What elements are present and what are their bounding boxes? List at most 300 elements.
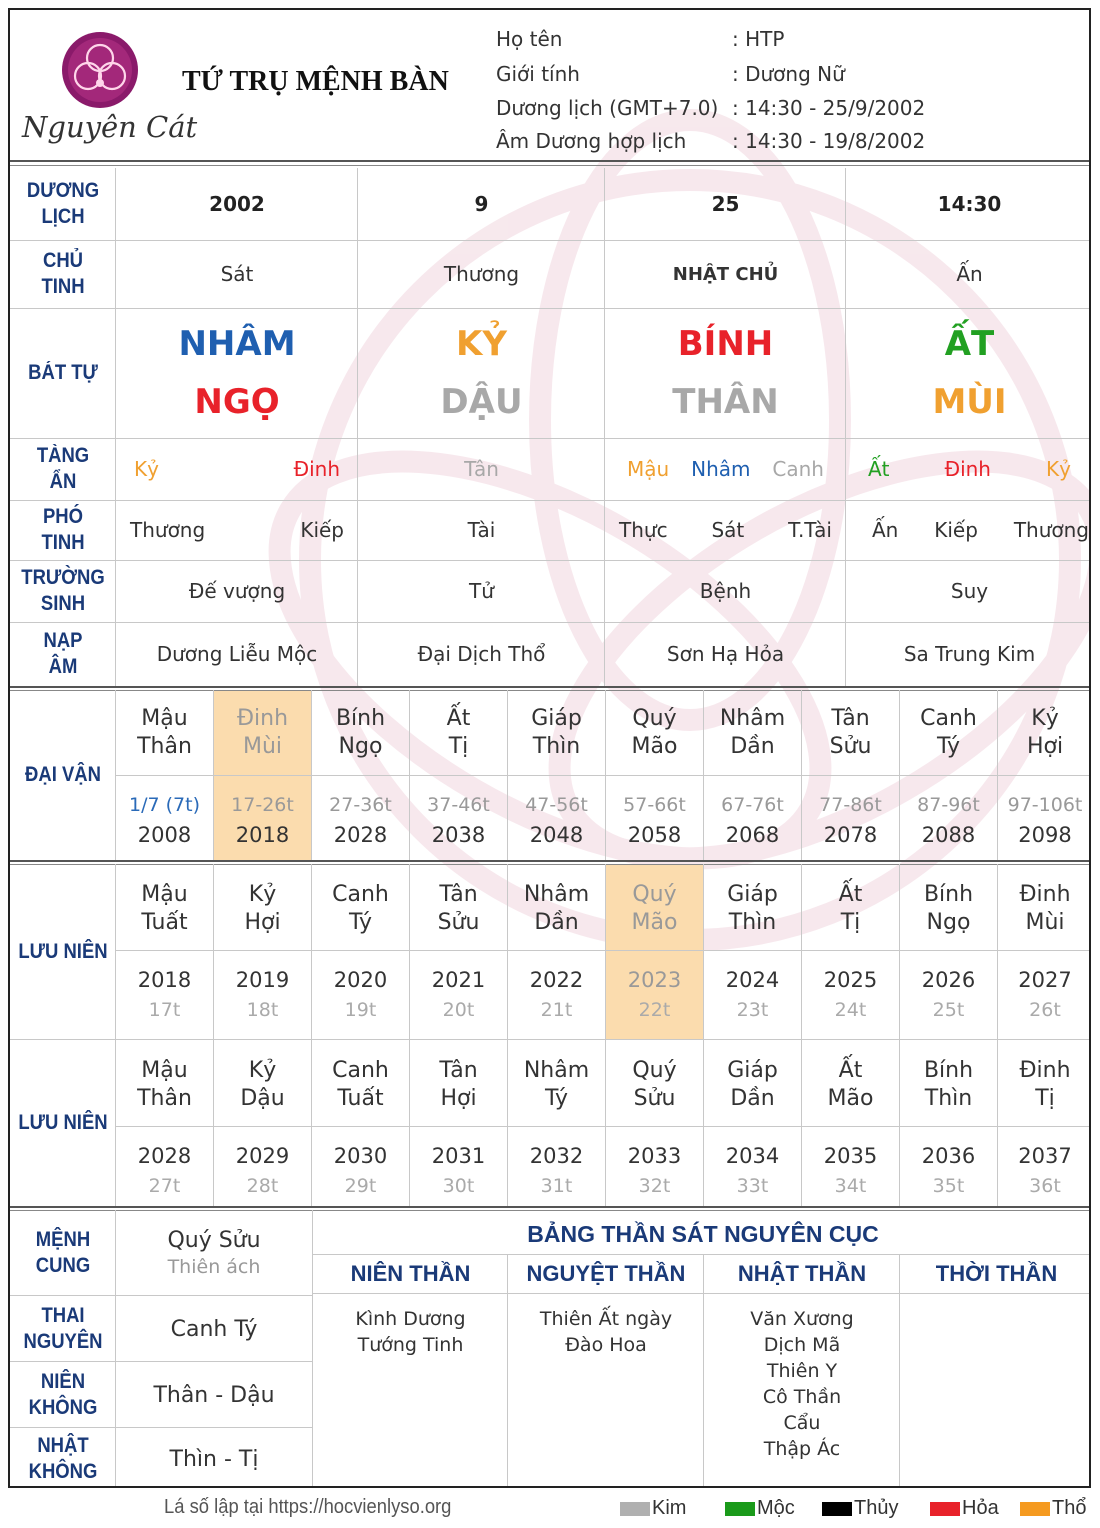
luu-nien-year: 2025	[823, 968, 878, 992]
luu-nien-age: 34t	[834, 1175, 867, 1197]
pillar-main-star: Ấn	[956, 262, 983, 286]
dai-van-period	[998, 776, 1091, 860]
than-sat-item: Cô Thần	[762, 1386, 842, 1408]
luu-nien-year: 2036	[921, 1144, 976, 1168]
than-sat-item: Thiên Y	[766, 1360, 838, 1382]
dai-van-stem: Tân	[831, 706, 870, 731]
dai-van-branch: Dần	[730, 734, 775, 759]
luu-nien-age: 35t	[932, 1175, 965, 1197]
luu-nien-pillar[interactable]	[508, 865, 605, 950]
hidden-stem: Kỷ	[1046, 457, 1071, 481]
dai-van-period	[410, 776, 507, 860]
luu-nien-year: 2035	[823, 1144, 878, 1168]
life-stage: Đế vượng	[188, 579, 286, 603]
dai-van-year: 2098	[1018, 823, 1072, 847]
dai-van-branch: Mùi	[242, 734, 283, 759]
luu-nien-branch: Tị	[1035, 1086, 1055, 1111]
luu-nien-year-cell	[998, 951, 1091, 1039]
luu-nien-stem: Kỷ	[248, 882, 277, 907]
dai-van-age: 57-66t	[623, 794, 686, 816]
legend-item-2	[822, 1497, 898, 1520]
legend-item-0	[620, 1497, 686, 1520]
luu-nien-year-cell	[116, 1127, 213, 1205]
info-value-lunar: : 14:30 - 19/8/2002	[732, 129, 926, 153]
dai-van-period	[606, 776, 703, 860]
luu-nien-pillar[interactable]	[312, 865, 409, 950]
footer-source: Lá số lập tại https://hocvienlyso.org	[164, 1496, 452, 1518]
luu-nien-branch: Thìn	[924, 1086, 973, 1111]
luu-nien-year-cell	[508, 1127, 605, 1205]
info-value-solar: : 14:30 - 25/9/2002	[732, 96, 926, 120]
luu-nien-year-cell	[802, 951, 899, 1039]
pillar-stem-branch	[605, 308, 846, 438]
luu-nien-year: 2027	[1018, 968, 1072, 992]
earthly-branch: THÂN	[672, 382, 779, 422]
luu-nien-year-cell	[214, 1127, 311, 1205]
luu-nien-age: 17t	[148, 999, 181, 1021]
dai-van-age: 77-86t	[819, 794, 882, 816]
dai-van-age: 37-46t	[427, 794, 490, 816]
dai-van-stem: Nhâm	[719, 706, 786, 731]
luu-nien-stem: Quý	[632, 1058, 677, 1083]
luu-nien-year-cell	[998, 1127, 1091, 1205]
luu-nien-stem: Nhâm	[523, 882, 590, 907]
luu-nien-branch: Tý	[348, 910, 373, 935]
dai-van-pillar[interactable]	[508, 691, 605, 775]
luu-nien-pillar[interactable]	[312, 1041, 409, 1126]
luu-nien-branch: Tý	[544, 1086, 569, 1111]
than-sat-item: Kình Dương	[355, 1308, 466, 1330]
legend-swatch	[822, 1502, 852, 1516]
dai-van-age: 1/7 (7t)	[129, 794, 200, 816]
dai-van-branch: Ngọ	[338, 734, 383, 759]
luu-nien-stem: Bính	[923, 1058, 974, 1083]
dai-van-age: 67-76t	[721, 794, 784, 816]
dai-van-period	[214, 776, 311, 860]
luu-nien-year: 2022	[529, 968, 584, 992]
luu-nien-year: 2030	[333, 1144, 388, 1168]
dai-van-year: 2048	[529, 823, 584, 847]
luu-nien-branch: Tị	[840, 910, 861, 935]
than-sat-title: BẢNG THẦN SÁT NGUYÊN CỤC	[527, 1220, 879, 1247]
label-nap-am: NẠP ÂM	[43, 629, 83, 678]
pillar-date: 2002	[209, 192, 265, 216]
sub-star: Thực	[619, 518, 668, 542]
heavenly-stem: KỶ	[456, 324, 507, 364]
dai-van-year: 2088	[921, 823, 976, 847]
luu-nien-year: 2031	[431, 1144, 486, 1168]
dai-van-year: 2078	[823, 823, 878, 847]
dai-van-branch: Tý	[936, 734, 961, 759]
luu-nien-year-cell	[704, 951, 801, 1039]
life-stage: Bệnh	[699, 579, 752, 603]
dai-van-year: 2058	[627, 823, 682, 847]
luu-nien-branch: Hợi	[440, 1086, 477, 1111]
luu-nien-stem: Canh	[332, 882, 389, 907]
hidden-stem: Canh	[772, 457, 824, 481]
sub-star: T.Tài	[788, 518, 832, 542]
luu-nien-year: 2033	[627, 1144, 682, 1168]
luu-nien-year: 2024	[725, 968, 780, 992]
luu-nien-pillar[interactable]	[606, 1041, 703, 1126]
menh-cung-value	[116, 1210, 312, 1296]
sub-star: Sát	[711, 518, 745, 542]
label-dai-van: ĐẠI VẬN	[25, 763, 101, 786]
label-duong-lich: DƯƠNG LỊCH	[26, 179, 100, 228]
luu-nien-branch: Dần	[730, 1086, 775, 1111]
nayin-element: Sơn Hạ Hỏa	[666, 642, 785, 666]
luu-nien-branch: Tuất	[337, 1086, 384, 1111]
legend-swatch	[620, 1502, 650, 1516]
luu-nien-branch: Thân	[137, 1086, 192, 1111]
menh-cung-palace: Quý Sửu	[167, 1228, 261, 1253]
luu-nien-branch: Mão	[631, 910, 678, 935]
pillar-date: 14:30	[937, 192, 1002, 216]
dai-van-year: 2038	[431, 823, 486, 847]
pillar-main-star: NHẬT CHỦ	[672, 263, 779, 285]
luu-nien-age: 25t	[932, 999, 965, 1021]
luu-nien-year-cell	[900, 1127, 997, 1205]
label-luu-nien: LƯU NIÊN	[18, 1111, 108, 1134]
luu-nien-age: 36t	[1029, 1175, 1061, 1197]
dai-van-age: 47-56t	[525, 794, 588, 816]
earthly-branch: MÙI	[932, 382, 1007, 422]
legend-label: Kim	[652, 1497, 687, 1519]
luu-nien-pillar[interactable]	[214, 865, 311, 950]
heavenly-stem: BÍNH	[677, 324, 774, 364]
luu-nien-year: 2037	[1018, 1144, 1072, 1168]
luu-nien-pillar[interactable]	[116, 865, 213, 950]
life-stage: Suy	[950, 579, 989, 603]
luu-nien-year-cell	[214, 951, 311, 1039]
sub-stars	[605, 500, 846, 560]
luu-nien-stem: Quý	[632, 882, 677, 907]
nien-khong-value: Thân - Dậu	[153, 1382, 275, 1408]
label-chu-tinh: CHỦ TINH	[41, 249, 85, 298]
dai-van-stem: Ất	[446, 706, 471, 731]
luu-nien-year: 2023	[627, 968, 682, 992]
luu-nien-pillar[interactable]	[116, 1041, 213, 1126]
hidden-stems	[358, 438, 605, 500]
luu-nien-pillar[interactable]	[998, 1041, 1091, 1126]
luu-nien-branch: Thìn	[728, 910, 777, 935]
luu-nien-pillar[interactable]	[998, 865, 1091, 950]
chart-frame	[8, 8, 1091, 1488]
dai-van-year: 2028	[333, 823, 388, 847]
info-label-solar: Dương lịch (GMT+7.0)	[496, 96, 719, 120]
label-pho-tinh: PHÓ TINH	[41, 505, 85, 554]
luu-nien-year-cell	[606, 1127, 703, 1205]
luu-nien-year: 2034	[725, 1144, 780, 1168]
legend-item-4	[1020, 1497, 1086, 1520]
dai-van-branch: Thìn	[532, 734, 581, 759]
info-value-name: : HTP	[732, 27, 785, 51]
luu-nien-pillar[interactable]	[410, 865, 507, 950]
luu-nien-year-cell	[410, 951, 507, 1039]
nayin-element: Sa Trung Kim	[903, 642, 1036, 666]
legend-swatch	[725, 1502, 755, 1516]
sub-stars	[358, 500, 605, 560]
info-label-lunar: Âm Dương hợp lịch	[496, 129, 687, 153]
dai-van-period	[116, 776, 213, 860]
pillar-date: 9	[474, 192, 489, 216]
luu-nien-pillar[interactable]	[606, 865, 703, 950]
life-stage: Tử	[469, 579, 494, 603]
luu-nien-stem: Nhâm	[523, 1058, 590, 1083]
dai-van-age: 87-96t	[917, 794, 980, 816]
luu-nien-age: 31t	[540, 1175, 573, 1197]
luu-nien-year: 2019	[235, 968, 290, 992]
than-sat-item: Thập Ác	[763, 1438, 841, 1460]
thai-nguyen-value: Canh Tý	[170, 1316, 258, 1342]
label-tang-an: TÀNG ẨN	[36, 444, 90, 493]
dai-van-pillar[interactable]	[312, 691, 409, 775]
label-menh-cung: MỆNH CUNG	[35, 1228, 91, 1277]
label-luu-nien: LƯU NIÊN	[18, 940, 108, 963]
legend-swatch	[1020, 1502, 1050, 1516]
dai-van-year: 2068	[725, 823, 780, 847]
than-sat-list	[313, 1306, 508, 1358]
luu-nien-stem: Kỷ	[248, 1058, 277, 1083]
luu-nien-year-cell	[508, 951, 605, 1039]
info-label-name: Họ tên	[496, 27, 563, 51]
hidden-stems	[846, 438, 1091, 500]
luu-nien-branch: Sửu	[437, 910, 480, 935]
dai-van-period	[312, 776, 409, 860]
hidden-stem: Nhâm	[691, 457, 751, 481]
dai-van-year: 2018	[235, 823, 290, 847]
dai-van-pillar[interactable]	[704, 691, 801, 775]
luu-nien-stem: Đinh	[1019, 1058, 1071, 1083]
pillar-stem-branch	[116, 308, 358, 438]
luu-nien-branch: Tuất	[141, 910, 188, 935]
dai-van-stem: Giáp	[531, 706, 582, 731]
dai-van-branch: Thân	[137, 734, 192, 759]
dai-van-pillar[interactable]	[116, 691, 213, 775]
luu-nien-age: 26t	[1029, 999, 1061, 1021]
luu-nien-stem: Canh	[332, 1058, 389, 1083]
pillar-date: 25	[711, 192, 740, 216]
dai-van-period	[704, 776, 801, 860]
luu-nien-age: 28t	[246, 1175, 279, 1197]
hidden-stems	[605, 438, 846, 500]
luu-nien-branch: Hợi	[244, 910, 281, 935]
dai-van-stem: Mậu	[141, 706, 188, 731]
pillar-main-star: Sát	[220, 262, 254, 286]
luu-nien-year: 2020	[333, 968, 388, 992]
luu-nien-age: 23t	[736, 999, 769, 1021]
sub-stars	[116, 500, 358, 560]
luu-nien-year: 2021	[431, 968, 486, 992]
luu-nien-pillar[interactable]	[802, 865, 899, 950]
dai-van-pillar[interactable]	[410, 691, 507, 775]
luu-nien-branch: Dậu	[240, 1086, 285, 1111]
dai-van-stem: Kỷ	[1031, 706, 1059, 731]
label-bat-tu: BÁT TỰ	[28, 361, 98, 384]
luu-nien-stem: Tân	[439, 1058, 478, 1083]
pillar-main-star: Thương	[443, 262, 520, 286]
luu-nien-year: 2032	[529, 1144, 584, 1168]
info-value-gender: : Dương Nữ	[732, 62, 845, 86]
luu-nien-age: 27t	[148, 1175, 181, 1197]
than-sat-column-head: NGUYỆT THẦN	[526, 1261, 686, 1286]
dai-van-period	[900, 776, 997, 860]
luu-nien-stem: Ất	[838, 882, 863, 907]
luu-nien-stem: Tân	[439, 882, 478, 907]
label-nhat-khong: NHẬT KHÔNG	[28, 1434, 98, 1483]
hidden-stem: Mậu	[627, 457, 670, 481]
luu-nien-year: 2029	[235, 1144, 290, 1168]
hidden-stems	[116, 438, 358, 500]
luu-nien-stem: Đinh	[1019, 882, 1071, 907]
sub-star: Ấn	[872, 518, 899, 542]
luu-nien-branch: Ngọ	[926, 910, 971, 935]
luu-nien-age: 24t	[834, 999, 867, 1021]
legend-label: Thổ	[1052, 1497, 1087, 1519]
luu-nien-year-cell	[802, 1127, 899, 1205]
luu-nien-year-cell	[704, 1127, 801, 1205]
luu-nien-branch: Mão	[827, 1086, 874, 1111]
legend-label: Hỏa	[962, 1497, 999, 1519]
luu-nien-year-cell	[410, 1127, 507, 1205]
legend-item-3	[930, 1497, 999, 1520]
dai-van-pillar[interactable]	[214, 691, 311, 775]
brand-logo	[20, 18, 198, 158]
luu-nien-age: 18t	[246, 999, 279, 1021]
than-sat-list	[704, 1306, 900, 1462]
luu-nien-year: 2018	[137, 968, 192, 992]
menh-cung-sub: Thiên ách	[167, 1256, 261, 1278]
sub-star: Kiếp	[300, 518, 344, 542]
brand-name: Nguyên Cát	[22, 110, 198, 144]
luu-nien-year-cell	[116, 951, 213, 1039]
luu-nien-age: 19t	[344, 999, 377, 1021]
label-truong-sinh: TRƯỜNG SINH	[21, 566, 105, 615]
than-sat-item: Đào Hoa	[565, 1334, 647, 1356]
luu-nien-pillar[interactable]	[704, 865, 801, 950]
pillar-stem-branch	[358, 308, 605, 438]
dai-van-age: 27-36t	[329, 794, 392, 816]
luu-nien-age: 20t	[442, 999, 475, 1021]
luu-nien-branch: Dần	[534, 910, 579, 935]
luu-nien-stem: Giáp	[727, 882, 778, 907]
legend-label: Thủy	[854, 1497, 899, 1519]
hidden-stem: Tân	[464, 457, 499, 481]
chart-title: TỨ TRỤ MỆNH BÀN	[182, 66, 449, 97]
legend-label: Mộc	[757, 1497, 795, 1519]
earthly-branch: NGỌ	[194, 382, 280, 422]
dai-van-age: 97-106t	[1007, 794, 1083, 816]
luu-nien-age: 29t	[344, 1175, 377, 1197]
sub-star: Thương	[130, 518, 206, 542]
dai-van-pillar[interactable]	[606, 691, 703, 775]
dai-van-stem: Bính	[335, 706, 386, 731]
dai-van-year: 2008	[137, 823, 192, 847]
dai-van-stem: Quý	[632, 706, 677, 731]
than-sat-item: Thiên Ất ngày	[539, 1308, 673, 1330]
luu-nien-pillar[interactable]	[900, 1041, 997, 1126]
hidden-stem: Đinh	[944, 457, 991, 481]
dai-van-branch: Tị	[448, 734, 469, 759]
than-sat-column-head: THỜI THẦN	[935, 1261, 1058, 1286]
sub-stars	[846, 500, 1091, 560]
hidden-stem: Đinh	[293, 457, 340, 481]
sub-star: Kiếp	[934, 518, 978, 542]
legend-swatch	[930, 1502, 960, 1516]
dai-van-stem: Canh	[920, 706, 977, 731]
info-label-gender: Giới tính	[496, 62, 580, 86]
luu-nien-year-cell	[900, 951, 997, 1039]
luu-nien-stem: Giáp	[727, 1058, 778, 1083]
than-sat-item: Tướng Tinh	[357, 1334, 464, 1356]
luu-nien-branch: Mùi	[1025, 910, 1065, 935]
luu-nien-age: 21t	[540, 999, 573, 1021]
dai-van-age: 17-26t	[231, 794, 294, 816]
luu-nien-stem: Mậu	[141, 882, 188, 907]
luu-nien-year: 2026	[921, 968, 976, 992]
heavenly-stem: NHÂM	[178, 324, 296, 364]
heavenly-stem: ẤT	[944, 324, 995, 364]
luu-nien-year: 2028	[137, 1144, 192, 1168]
luu-nien-pillar[interactable]	[704, 1041, 801, 1126]
dai-van-period	[802, 776, 899, 860]
than-sat-list	[508, 1306, 704, 1358]
dai-van-stem: Đinh	[236, 706, 289, 731]
than-sat-item: Dịch Mã	[763, 1334, 841, 1356]
label-nien-khong: NIÊN KHÔNG	[28, 1370, 98, 1419]
hidden-stem: Ất	[868, 457, 890, 481]
nayin-element: Dương Liễu Mộc	[156, 642, 318, 666]
dai-van-pillar[interactable]	[802, 691, 899, 775]
legend-item-1	[725, 1497, 795, 1520]
luu-nien-branch: Sửu	[633, 1086, 676, 1111]
luu-nien-year-cell	[312, 951, 409, 1039]
luu-nien-pillar[interactable]	[900, 865, 997, 950]
dai-van-pillar[interactable]	[998, 691, 1091, 775]
nayin-element: Đại Dịch Thổ	[417, 642, 546, 666]
dai-van-pillar[interactable]	[900, 691, 997, 775]
luu-nien-year-cell	[312, 1127, 409, 1205]
than-sat-item: Văn Xương	[750, 1308, 854, 1330]
luu-nien-stem: Mậu	[141, 1058, 188, 1083]
luu-nien-stem: Bính	[923, 882, 974, 907]
dai-van-branch: Sửu	[829, 734, 872, 759]
earthly-branch: DẬU	[440, 382, 523, 422]
luu-nien-year-cell	[606, 951, 703, 1039]
than-sat-column-head: NIÊN THẦN	[350, 1261, 471, 1286]
luu-nien-pillar[interactable]	[410, 1041, 507, 1126]
hidden-stem: Kỷ	[134, 457, 159, 481]
dai-van-branch: Mão	[631, 734, 678, 759]
sub-star: Tài	[467, 518, 496, 542]
luu-nien-age: 30t	[442, 1175, 475, 1197]
nhat-khong-value: Thìn - Tị	[169, 1446, 259, 1472]
dai-van-period	[508, 776, 605, 860]
than-sat-column-head: NHẬT THẦN	[737, 1261, 867, 1286]
sub-star: Thương	[1013, 518, 1089, 542]
luu-nien-age: 32t	[638, 1175, 671, 1197]
luu-nien-age: 33t	[736, 1175, 769, 1197]
luu-nien-pillar[interactable]	[802, 1041, 899, 1126]
luu-nien-stem: Ất	[838, 1058, 863, 1083]
luu-nien-pillar[interactable]	[214, 1041, 311, 1126]
label-thai-nguyen: THAI NGUYÊN	[23, 1304, 103, 1353]
dai-van-branch: Hợi	[1026, 734, 1064, 759]
than-sat-item: Cẩu	[783, 1412, 821, 1434]
luu-nien-pillar[interactable]	[508, 1041, 605, 1126]
pillar-stem-branch	[846, 308, 1091, 438]
luu-nien-age: 22t	[638, 999, 671, 1021]
